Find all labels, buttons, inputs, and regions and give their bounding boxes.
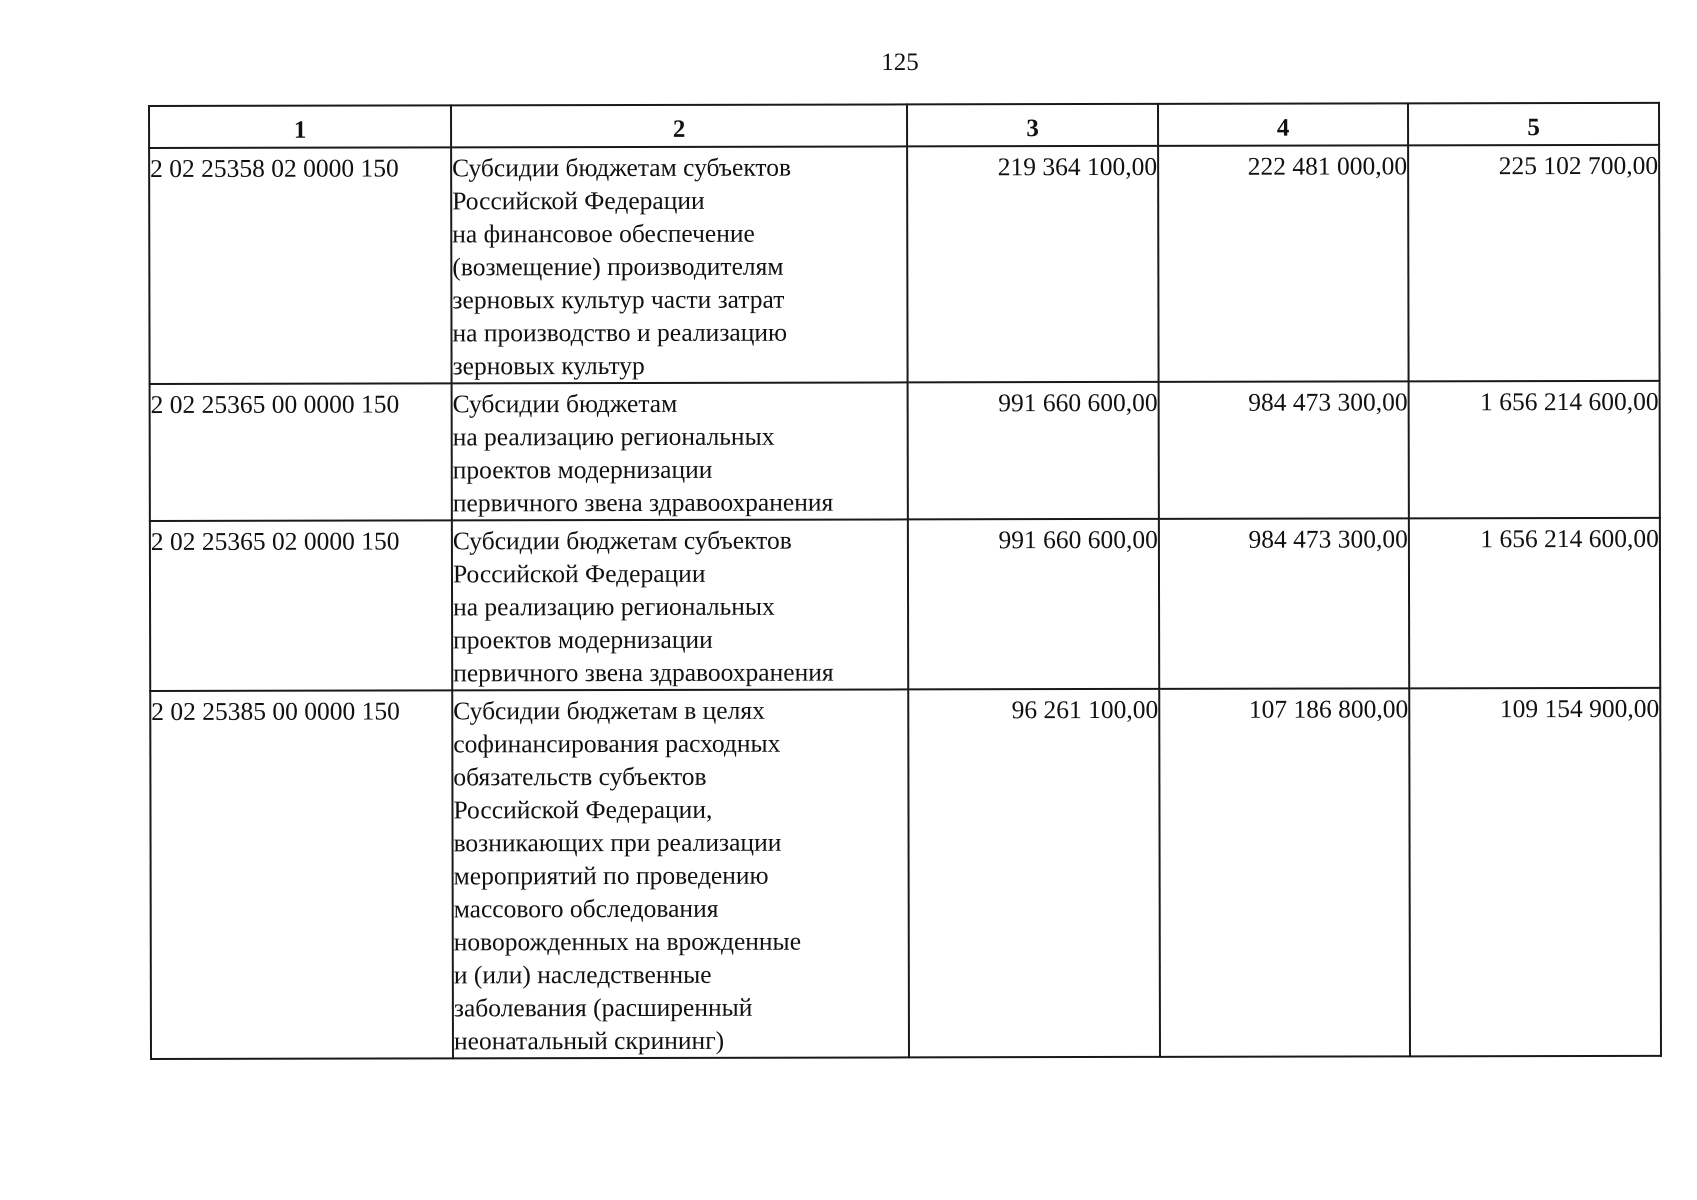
amount-col5-cell: 109 154 900,00 [1409,688,1661,1057]
budget-code-cell: 2 02 25365 02 0000 150 [150,520,452,691]
description-line: Субсидии бюджетам [452,388,678,419]
description-line: зерновых культур [452,350,645,381]
column-header-4: 4 [1158,103,1408,146]
description-cell [452,519,908,690]
description-cell [451,146,907,383]
description-cell [452,382,908,520]
budget-code-cell: 2 02 25365 00 0000 150 [150,383,452,521]
description-cell [452,689,909,1058]
description-line: Российской Федерации, [453,794,713,825]
description-line: на реализацию региональных [452,421,775,452]
table-row [149,145,1659,384]
amount-col5-cell: 1 656 214 600,00 [1409,381,1660,519]
description-line: новорожденных на врожденные [453,926,802,957]
description-line: первичного звена здравоохранения [453,657,834,688]
description-line: проектов модернизации [453,624,713,655]
amount-col4-cell: 222 481 000,00 [1158,145,1408,382]
budget-code-cell: 2 02 25385 00 0000 150 [150,690,453,1059]
column-header-2: 2 [451,104,907,147]
description-line: Субсидии бюджетам субъектов [452,525,792,556]
description-line: обязательств субъектов [453,761,707,792]
description-line: софинансирования расходных [453,728,781,759]
column-header-5: 5 [1408,103,1659,146]
description-line: и (или) наследственные [453,959,712,990]
description-line: на реализацию региональных [453,591,775,622]
description-line: Субсидии бюджетам субъектов [452,152,792,183]
amount-col4-cell: 107 186 800,00 [1159,688,1410,1057]
description-line: первичного звена здравоохранения [452,487,834,518]
table-row [150,688,1661,1059]
description-line: Субсидии бюджетам в целях [453,695,765,726]
description-line: мероприятий по проведению [453,860,769,891]
column-header-1: 1 [149,105,451,148]
amount-col5-cell: 1 656 214 600,00 [1409,518,1660,689]
description-line: Российской Федерации [452,558,706,589]
table-row [150,518,1660,691]
description-line: массового обследования [453,893,719,924]
header-row [149,103,1659,148]
page-number: 125 [881,49,919,76]
description-line: зерновых культур части затрат [452,284,785,315]
description-line: на финансовое обеспечение [452,218,755,249]
amount-col5-cell: 225 102 700,00 [1408,145,1659,382]
description-line: возникающих при реализации [453,827,782,858]
amount-col4-cell: 984 473 300,00 [1159,381,1409,519]
budget-table [148,102,1662,1060]
description-line: Российской Федерации [452,185,705,216]
amount-col4-cell: 984 473 300,00 [1159,518,1409,689]
amount-col3-cell: 991 660 600,00 [908,382,1159,520]
description-line: проектов модернизации [452,454,713,485]
description-line: (возмещение) производителям [452,251,784,282]
amount-col3-cell: 991 660 600,00 [908,519,1159,690]
description-line: заболевания (расширенный [453,992,753,1023]
amount-col3-cell: 219 364 100,00 [907,146,1158,383]
table-row [150,381,1660,521]
amount-col3-cell: 96 261 100,00 [908,689,1160,1058]
description-line: на производство и реализацию [452,317,788,348]
budget-code-cell: 2 02 25358 02 0000 150 [149,147,451,384]
description-line: неонатальный скрининг) [453,1025,725,1056]
column-header-3: 3 [907,104,1158,147]
